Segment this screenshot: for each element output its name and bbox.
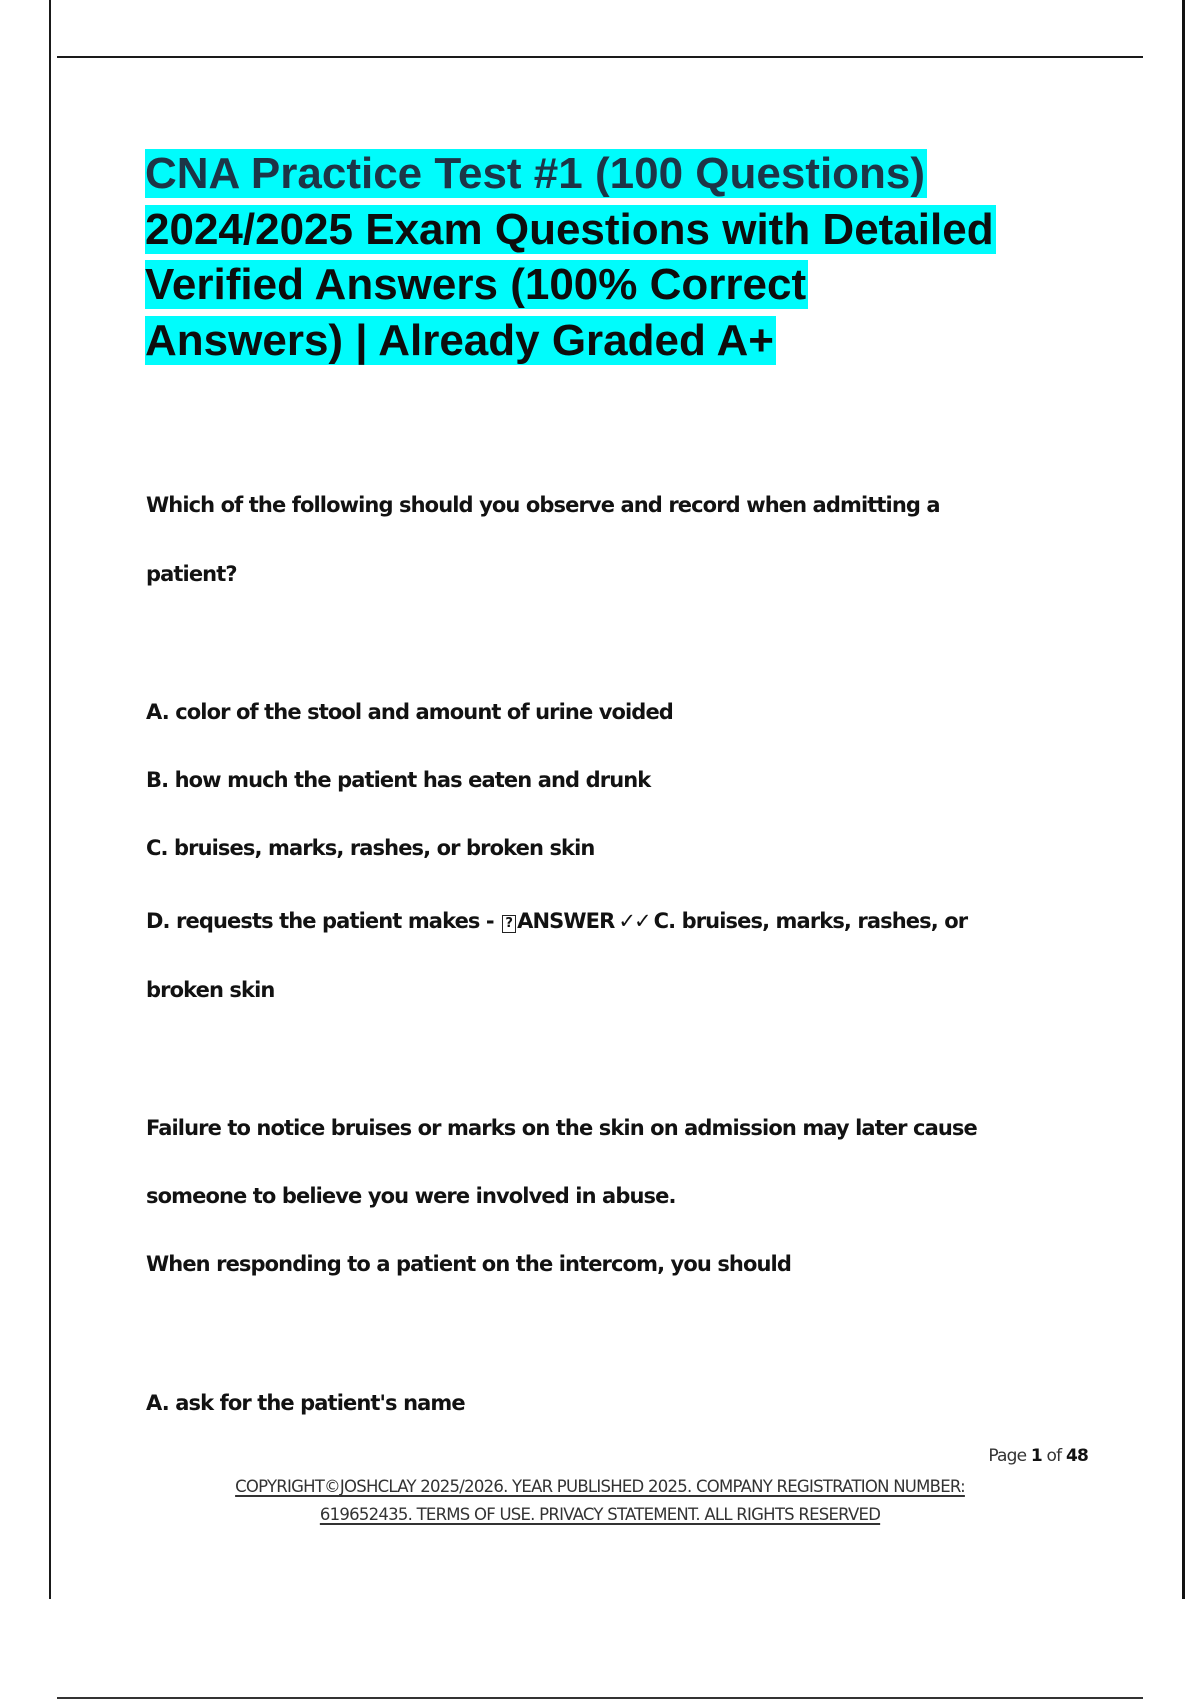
page-total: 48 xyxy=(1065,1446,1088,1466)
missing-glyph-icon: ? xyxy=(502,915,516,933)
answer-text-line-1: C. bruises, marks, rashes, or xyxy=(653,909,968,933)
page-current: 1 xyxy=(1030,1446,1042,1466)
title-line-1: CNA Practice Test #1 (100 Questions) xyxy=(145,149,926,198)
question-1-option-c: C. bruises, marks, rashes, or broken skin xyxy=(146,836,595,860)
question-2-stem: When responding to a patient on the intercom, you should xyxy=(146,1252,791,1276)
question-1-option-a: A. color of the stool and amount of urine voided xyxy=(146,700,673,724)
copyright-line-2: 619652435. TERMS OF USE. PRIVACY STATEMENT. ALL RIGHTS RESERVED xyxy=(319,1505,881,1524)
rationale-line-1: Failure to notice bruises or marks on the skin on admission may later cause xyxy=(146,1116,977,1140)
page-left-border xyxy=(49,0,51,1599)
title-line-4: Answers) | Already Graded A+ xyxy=(145,315,774,365)
header-rule xyxy=(57,56,1143,58)
answer-text-line-2: broken skin xyxy=(146,978,275,1002)
copyright-line-1: COPYRIGHT©JOSHCLAY 2025/2026. YEAR PUBLISHED 2025. COMPANY REGISTRATION NUMBER: xyxy=(235,1477,965,1496)
page-number xyxy=(988,1446,1088,1466)
question-1-option-d-with-answer xyxy=(146,909,967,933)
page-of: of xyxy=(1041,1446,1066,1466)
page-prefix: Page xyxy=(988,1446,1031,1466)
question-2-option-a: A. ask for the patient's name xyxy=(146,1391,465,1415)
answer-label: ANSWER xyxy=(517,909,615,933)
document-title xyxy=(145,146,1105,368)
question-1-stem-line-1: Which of the following should you observe and record when admitting a xyxy=(146,493,940,517)
page-right-border xyxy=(1182,0,1185,1599)
question-1-option-d: D. requests the patient makes - xyxy=(146,909,501,933)
double-check-icon: ✓✓ xyxy=(618,909,650,933)
copyright-notice xyxy=(150,1473,1050,1529)
next-page-top-rule xyxy=(57,1697,1143,1699)
title-line-3: Verified Answers (100% Correct xyxy=(145,260,807,309)
title-line-2: 2024/2025 Exam Questions with Detailed xyxy=(145,204,994,254)
rationale-line-2: someone to believe you were involved in abuse. xyxy=(146,1184,676,1208)
question-1-option-b: B. how much the patient has eaten and drunk xyxy=(146,768,651,792)
question-1-stem-line-2: patient? xyxy=(146,562,237,586)
